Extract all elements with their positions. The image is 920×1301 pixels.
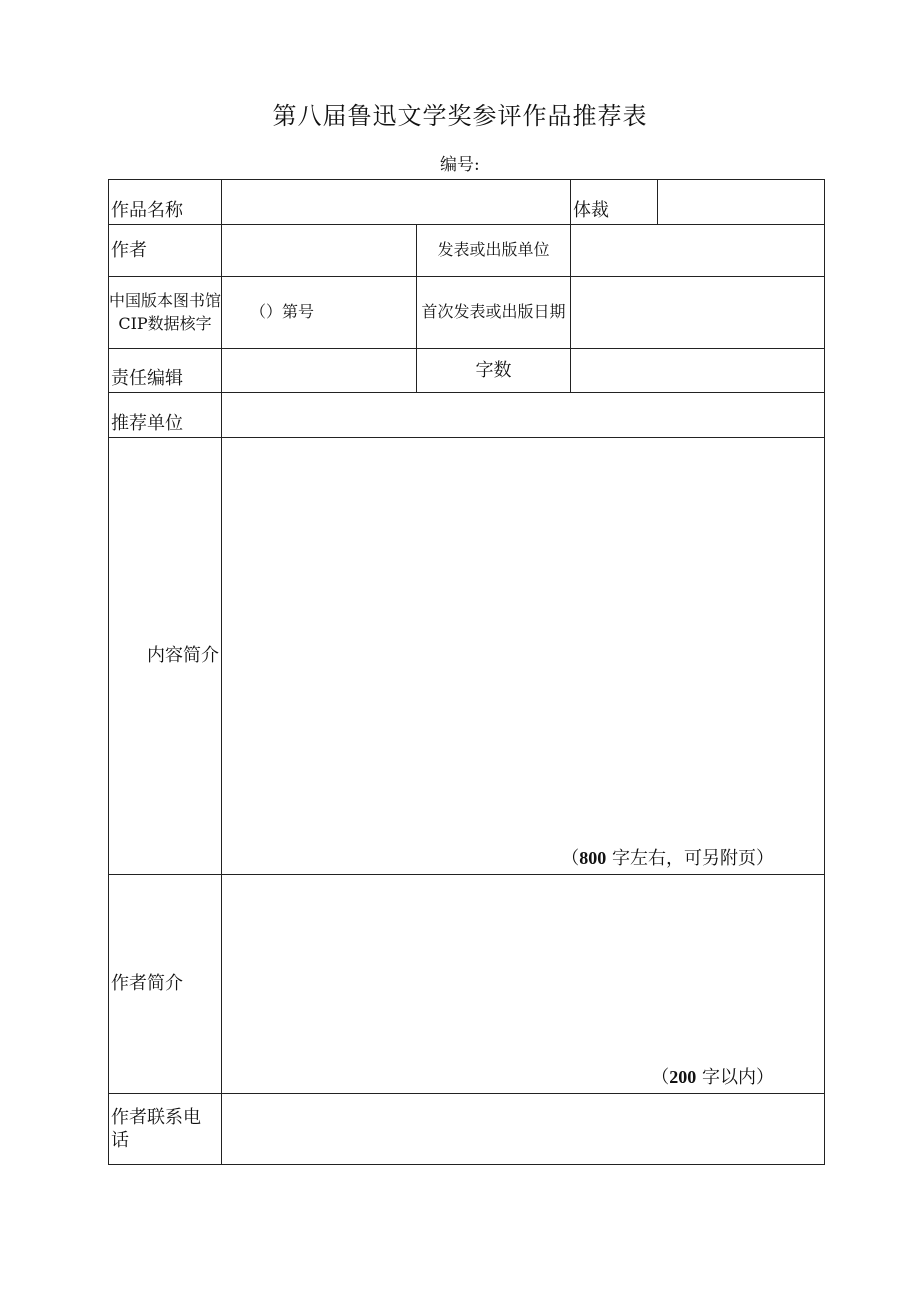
serial-number-label: 编号: (440, 155, 480, 175)
first-pub-date-field[interactable] (571, 277, 825, 349)
content-intro-label: 内容简介 (109, 438, 222, 875)
author-label: 作者 (109, 225, 222, 277)
phone-label-text: 作者联系电话 (111, 1106, 201, 1151)
work-name-label: 作品名称 (109, 180, 222, 225)
note-open-paren: （ (561, 847, 580, 869)
row-recommender (109, 393, 825, 438)
cip-value: （）第号 (250, 302, 315, 322)
row-cip (109, 277, 825, 349)
recommender-field[interactable] (222, 393, 825, 438)
genre-field[interactable] (658, 180, 825, 225)
phone-field[interactable] (222, 1094, 825, 1165)
cip-label-text: 中国版本图书馆CIP数据核字 (109, 291, 222, 333)
work-name-field[interactable] (222, 180, 571, 225)
note-open-paren: （ (651, 1066, 670, 1088)
recommendation-form-table (108, 179, 825, 1165)
author-intro-label: 作者简介 (109, 875, 222, 1094)
row-work-name (109, 180, 825, 225)
cip-label (109, 277, 222, 349)
author-intro-field[interactable] (222, 875, 825, 1094)
word-count-label: 字数 (417, 349, 571, 393)
phone-label (109, 1094, 222, 1165)
word-count-field[interactable] (571, 349, 825, 393)
cip-field[interactable] (222, 277, 417, 349)
author-field[interactable] (222, 225, 417, 277)
note-text: 字左右，可另附页） (612, 847, 774, 869)
row-editor (109, 349, 825, 393)
recommender-label: 推荐单位 (109, 393, 222, 438)
row-author-intro (109, 875, 825, 1094)
form-title: 第八届鲁迅文学奖参评作品推荐表 (272, 102, 648, 130)
editor-field[interactable] (222, 349, 417, 393)
row-phone (109, 1094, 825, 1165)
publisher-label: 发表或出版单位 (417, 225, 571, 277)
editor-label: 责任编辑 (109, 349, 222, 393)
content-intro-note (561, 848, 774, 869)
content-intro-field[interactable] (222, 438, 825, 875)
row-content-intro (109, 438, 825, 875)
first-pub-date-label: 首次发表或出版日期 (417, 277, 571, 349)
row-author (109, 225, 825, 277)
author-intro-note (651, 1067, 774, 1088)
publisher-field[interactable] (571, 225, 825, 277)
genre-label: 体裁 (571, 180, 658, 225)
note-number: 800 (579, 847, 607, 868)
note-text: 字以内） (702, 1066, 774, 1088)
note-number: 200 (669, 1066, 697, 1087)
